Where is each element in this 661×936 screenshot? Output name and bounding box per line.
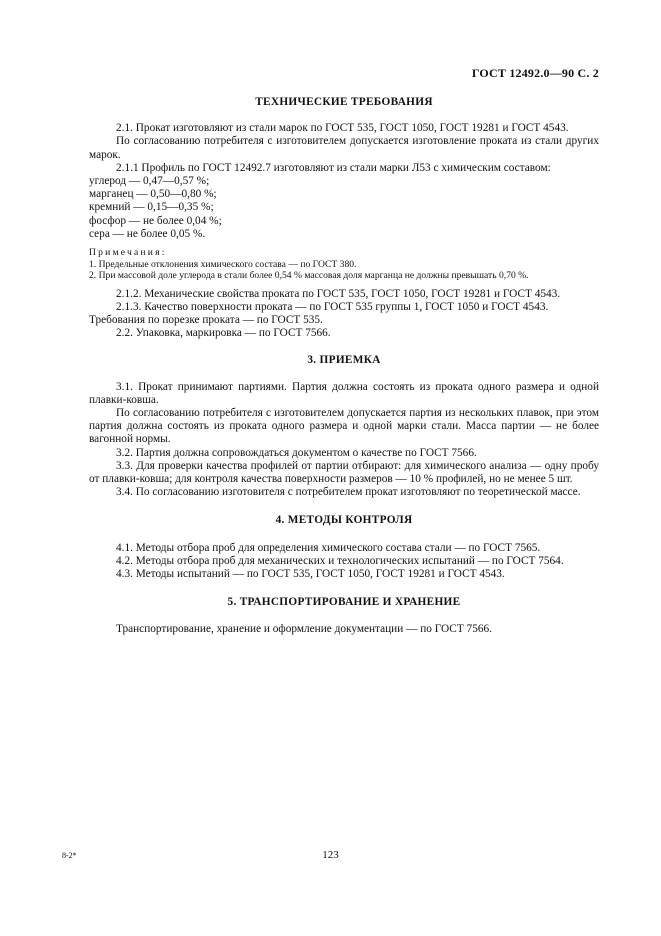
paragraph-2-1-3: 2.1.3. Качество поверхности проката — по ГОСТ 535 группы 1, ГОСТ 1050 и ГОСТ 4543. [116, 300, 549, 313]
paragraph-3-2: 3.2. Партия должна сопровождаться документом о качестве по ГОСТ 7566. [116, 446, 477, 459]
paragraph-3-3: 3.3. Для проверки качества профилей от партии отбирают: для химического анализа — одну пробу от плавки-ковша; для контроля качества поверхности размеров — 10 % профилей, но не менее 5 шт. [89, 459, 599, 485]
paragraph-2-1-note: По согласованию потребителя с изготовителем допускается изготовление проката из стали других марок. [89, 135, 599, 161]
page-header: ГОСТ 12492.0—90 С. 2 [471, 66, 599, 80]
paragraph-3-4: 3.4. По согласованию изготовителя с потребителем прокат изготовляют по теоретической массе. [116, 486, 581, 499]
section-title-methods: 4. МЕТОДЫ КОНТРОЛЯ [275, 514, 413, 527]
section-title-acceptance: 3. ПРИЕМКА [307, 354, 381, 367]
document-body [89, 96, 599, 637]
paragraph-2-1: 2.1. Прокат изготовляют из стали марок по ГОСТ 535, ГОСТ 1050, ГОСТ 19281 и ГОСТ 4543. [116, 122, 569, 135]
paragraph-2-1-2: 2.1.2. Механические свойства проката по ГОСТ 535, ГОСТ 1050, ГОСТ 19281 и ГОСТ 4543. [116, 287, 561, 300]
page-number: 123 [322, 849, 339, 861]
paragraph-4-2: 4.2. Методы отбора проб для механических и технологических испытаний — по ГОСТ 7564. [116, 554, 564, 567]
paragraph-cutting: Требования по порезке проката — по ГОСТ 535. [89, 313, 323, 326]
note-2: 2. При массовой доле углерода в стали более 0,54 % массовая доля марганца не должны превышать 0,70 %. [89, 270, 529, 282]
paragraph-4-3: 4.3. Методы испытаний — по ГОСТ 535, ГОСТ 1050, ГОСТ 19281 и ГОСТ 4543. [116, 567, 505, 580]
footer-mark: 8-2* [62, 851, 77, 860]
paragraph-3-1: 3.1. Прокат принимают партиями. Партия должна состоять из проката одного размера и одной плавки-ковша. [89, 380, 599, 406]
chem-carbon: углерод — 0,47—0,57 %; [89, 175, 210, 188]
chem-sulfur: сера — не более 0,05 %. [89, 227, 206, 240]
paragraph-transport: Транспортирование, хранение и оформление документации — по ГОСТ 7566. [116, 623, 492, 636]
notes-title: Примечания: [89, 247, 167, 259]
paragraph-2-2: 2.2. Упаковка, маркировка — по ГОСТ 7566. [116, 327, 331, 340]
paragraph-3-1-note: По согласованию потребителя с изготовителем допускается партия из нескольких плавок, при этом партия должна состоять из проката одного размера и одной марки стали. Масса партии — не более вагонной нормы. [89, 406, 599, 446]
paragraph-2-1-1: 2.1.1 Профиль по ГОСТ 12492.7 изготовляют из стали марки Л53 с химическим составом: [116, 161, 551, 174]
chem-silicon: кремний — 0,15—0,35 %; [89, 201, 214, 214]
chem-phosphorus: фосфор — не более 0,04 %; [89, 214, 222, 227]
section-title-tech: ТЕХНИЧЕСКИЕ ТРЕБОВАНИЯ [255, 96, 433, 108]
section-title-transport: 5. ТРАНСПОРТИРОВАНИЕ И ХРАНЕНИЕ [227, 596, 461, 609]
chem-manganese: марганец — 0,50—0,80 %; [89, 188, 217, 201]
note-1: 1. Предельные отклонения химического состава — по ГОСТ 380. [89, 258, 357, 270]
paragraph-4-1: 4.1. Методы отбора проб для определения химического состава стали — по ГОСТ 7565. [116, 541, 541, 554]
